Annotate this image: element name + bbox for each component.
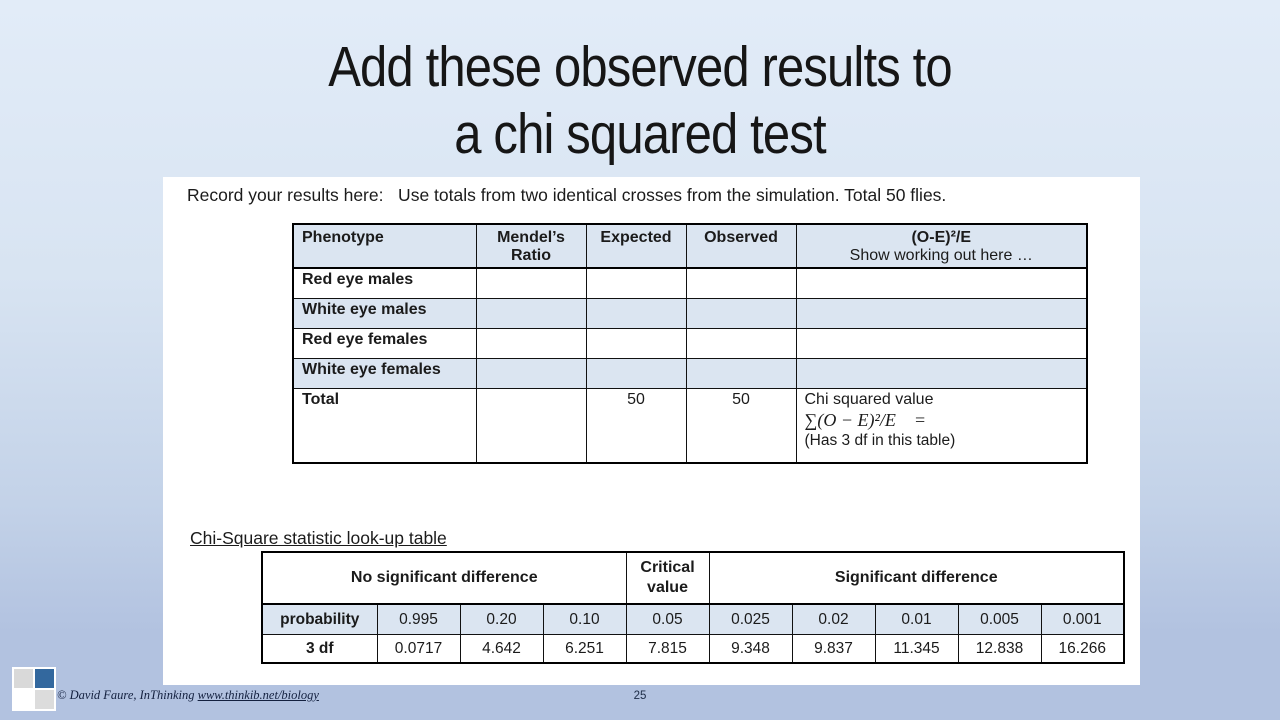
results-table-header-row <box>293 224 1087 268</box>
probability-value: 0.995 <box>377 604 460 635</box>
table-row <box>293 268 1087 299</box>
cell-oe <box>796 329 1087 359</box>
cell-oe <box>796 299 1087 329</box>
chi-squared-cell <box>796 389 1087 464</box>
cell-expected <box>586 329 686 359</box>
chi-squared-note: (Has 3 df in this table) <box>804 432 956 449</box>
total-observed: 50 <box>686 389 796 464</box>
probability-value: 0.01 <box>875 604 958 635</box>
cell-expected <box>586 299 686 329</box>
group-critical-value: Critical value <box>626 552 709 604</box>
probability-row <box>262 604 1124 635</box>
chi-squared-formula: ∑(O − E)²/E = <box>804 410 926 430</box>
cell-oe <box>796 359 1087 389</box>
col-header-observed: Observed <box>686 224 796 268</box>
logo-square-blue <box>35 669 54 688</box>
page-number: 25 <box>633 690 647 702</box>
chi-squared-label: Chi squared value <box>804 391 934 408</box>
group-significant-difference: Significant difference <box>709 552 1124 604</box>
table-row <box>293 329 1087 359</box>
probability-value: 0.20 <box>460 604 543 635</box>
table-row <box>293 359 1087 389</box>
probability-value: 0.005 <box>958 604 1041 635</box>
lookup-group-header-row <box>262 552 1124 604</box>
slide-title-line2: a chi squared test <box>454 102 826 167</box>
critical-value: 9.348 <box>709 635 792 664</box>
content-panel <box>163 177 1140 685</box>
cell-expected <box>586 359 686 389</box>
col-header-expected: Expected <box>586 224 686 268</box>
critical-value: 4.642 <box>460 635 543 664</box>
lookup-table-heading: Chi-Square statistic look-up table <box>190 528 447 548</box>
copyright-text: © David Faure, InThinking <box>57 688 198 702</box>
critical-value: 9.837 <box>792 635 875 664</box>
cell-observed <box>686 299 796 329</box>
cell-observed <box>686 329 796 359</box>
total-label: Total <box>293 389 476 464</box>
cell-ratio <box>476 359 586 389</box>
df-row <box>262 635 1124 664</box>
total-expected: 50 <box>586 389 686 464</box>
critical-value: 16.266 <box>1041 635 1124 664</box>
total-ratio <box>476 389 586 464</box>
logo-square-gray-1 <box>14 669 33 688</box>
probability-value: 0.001 <box>1041 604 1124 635</box>
cell-oe <box>796 268 1087 299</box>
results-table <box>292 223 1088 464</box>
cell-ratio <box>476 268 586 299</box>
table-row <box>293 299 1087 329</box>
probability-row-label: probability <box>262 604 377 635</box>
group-no-significant-difference: No significant difference <box>262 552 626 604</box>
row-label: Red eye females <box>293 329 476 359</box>
probability-value: 0.025 <box>709 604 792 635</box>
df-row-label: 3 df <box>262 635 377 664</box>
critical-value: 11.345 <box>875 635 958 664</box>
slide-title-line1: Add these observed results to <box>328 35 952 99</box>
critical-value: 7.815 <box>626 635 709 664</box>
cell-expected <box>586 268 686 299</box>
col-header-mendels-ratio: Mendel’s Ratio <box>476 224 586 268</box>
cell-observed <box>686 268 796 299</box>
slide-title <box>90 34 1191 169</box>
critical-value: 12.838 <box>958 635 1041 664</box>
instructions-text: Record your results here: Use totals from two identical crosses from the simulation. Total 50 flies. <box>187 185 947 205</box>
probability-value: 0.10 <box>543 604 626 635</box>
row-label: Red eye males <box>293 268 476 299</box>
cell-ratio <box>476 299 586 329</box>
critical-value: 0.0717 <box>377 635 460 664</box>
inthinking-logo <box>12 667 56 711</box>
cell-observed <box>686 359 796 389</box>
total-row <box>293 389 1087 464</box>
row-label: White eye males <box>293 299 476 329</box>
biology-site-link[interactable]: www.thinkib.net/biology <box>197 688 319 702</box>
row-label: White eye females <box>293 359 476 389</box>
critical-value: 6.251 <box>543 635 626 664</box>
probability-value: 0.02 <box>792 604 875 635</box>
col-header-phenotype: Phenotype <box>293 224 476 268</box>
lookup-table <box>261 551 1125 664</box>
probability-value: 0.05 <box>626 604 709 635</box>
cell-ratio <box>476 329 586 359</box>
col-header-oe: (O-E)²/E Show working out here … <box>796 224 1087 268</box>
